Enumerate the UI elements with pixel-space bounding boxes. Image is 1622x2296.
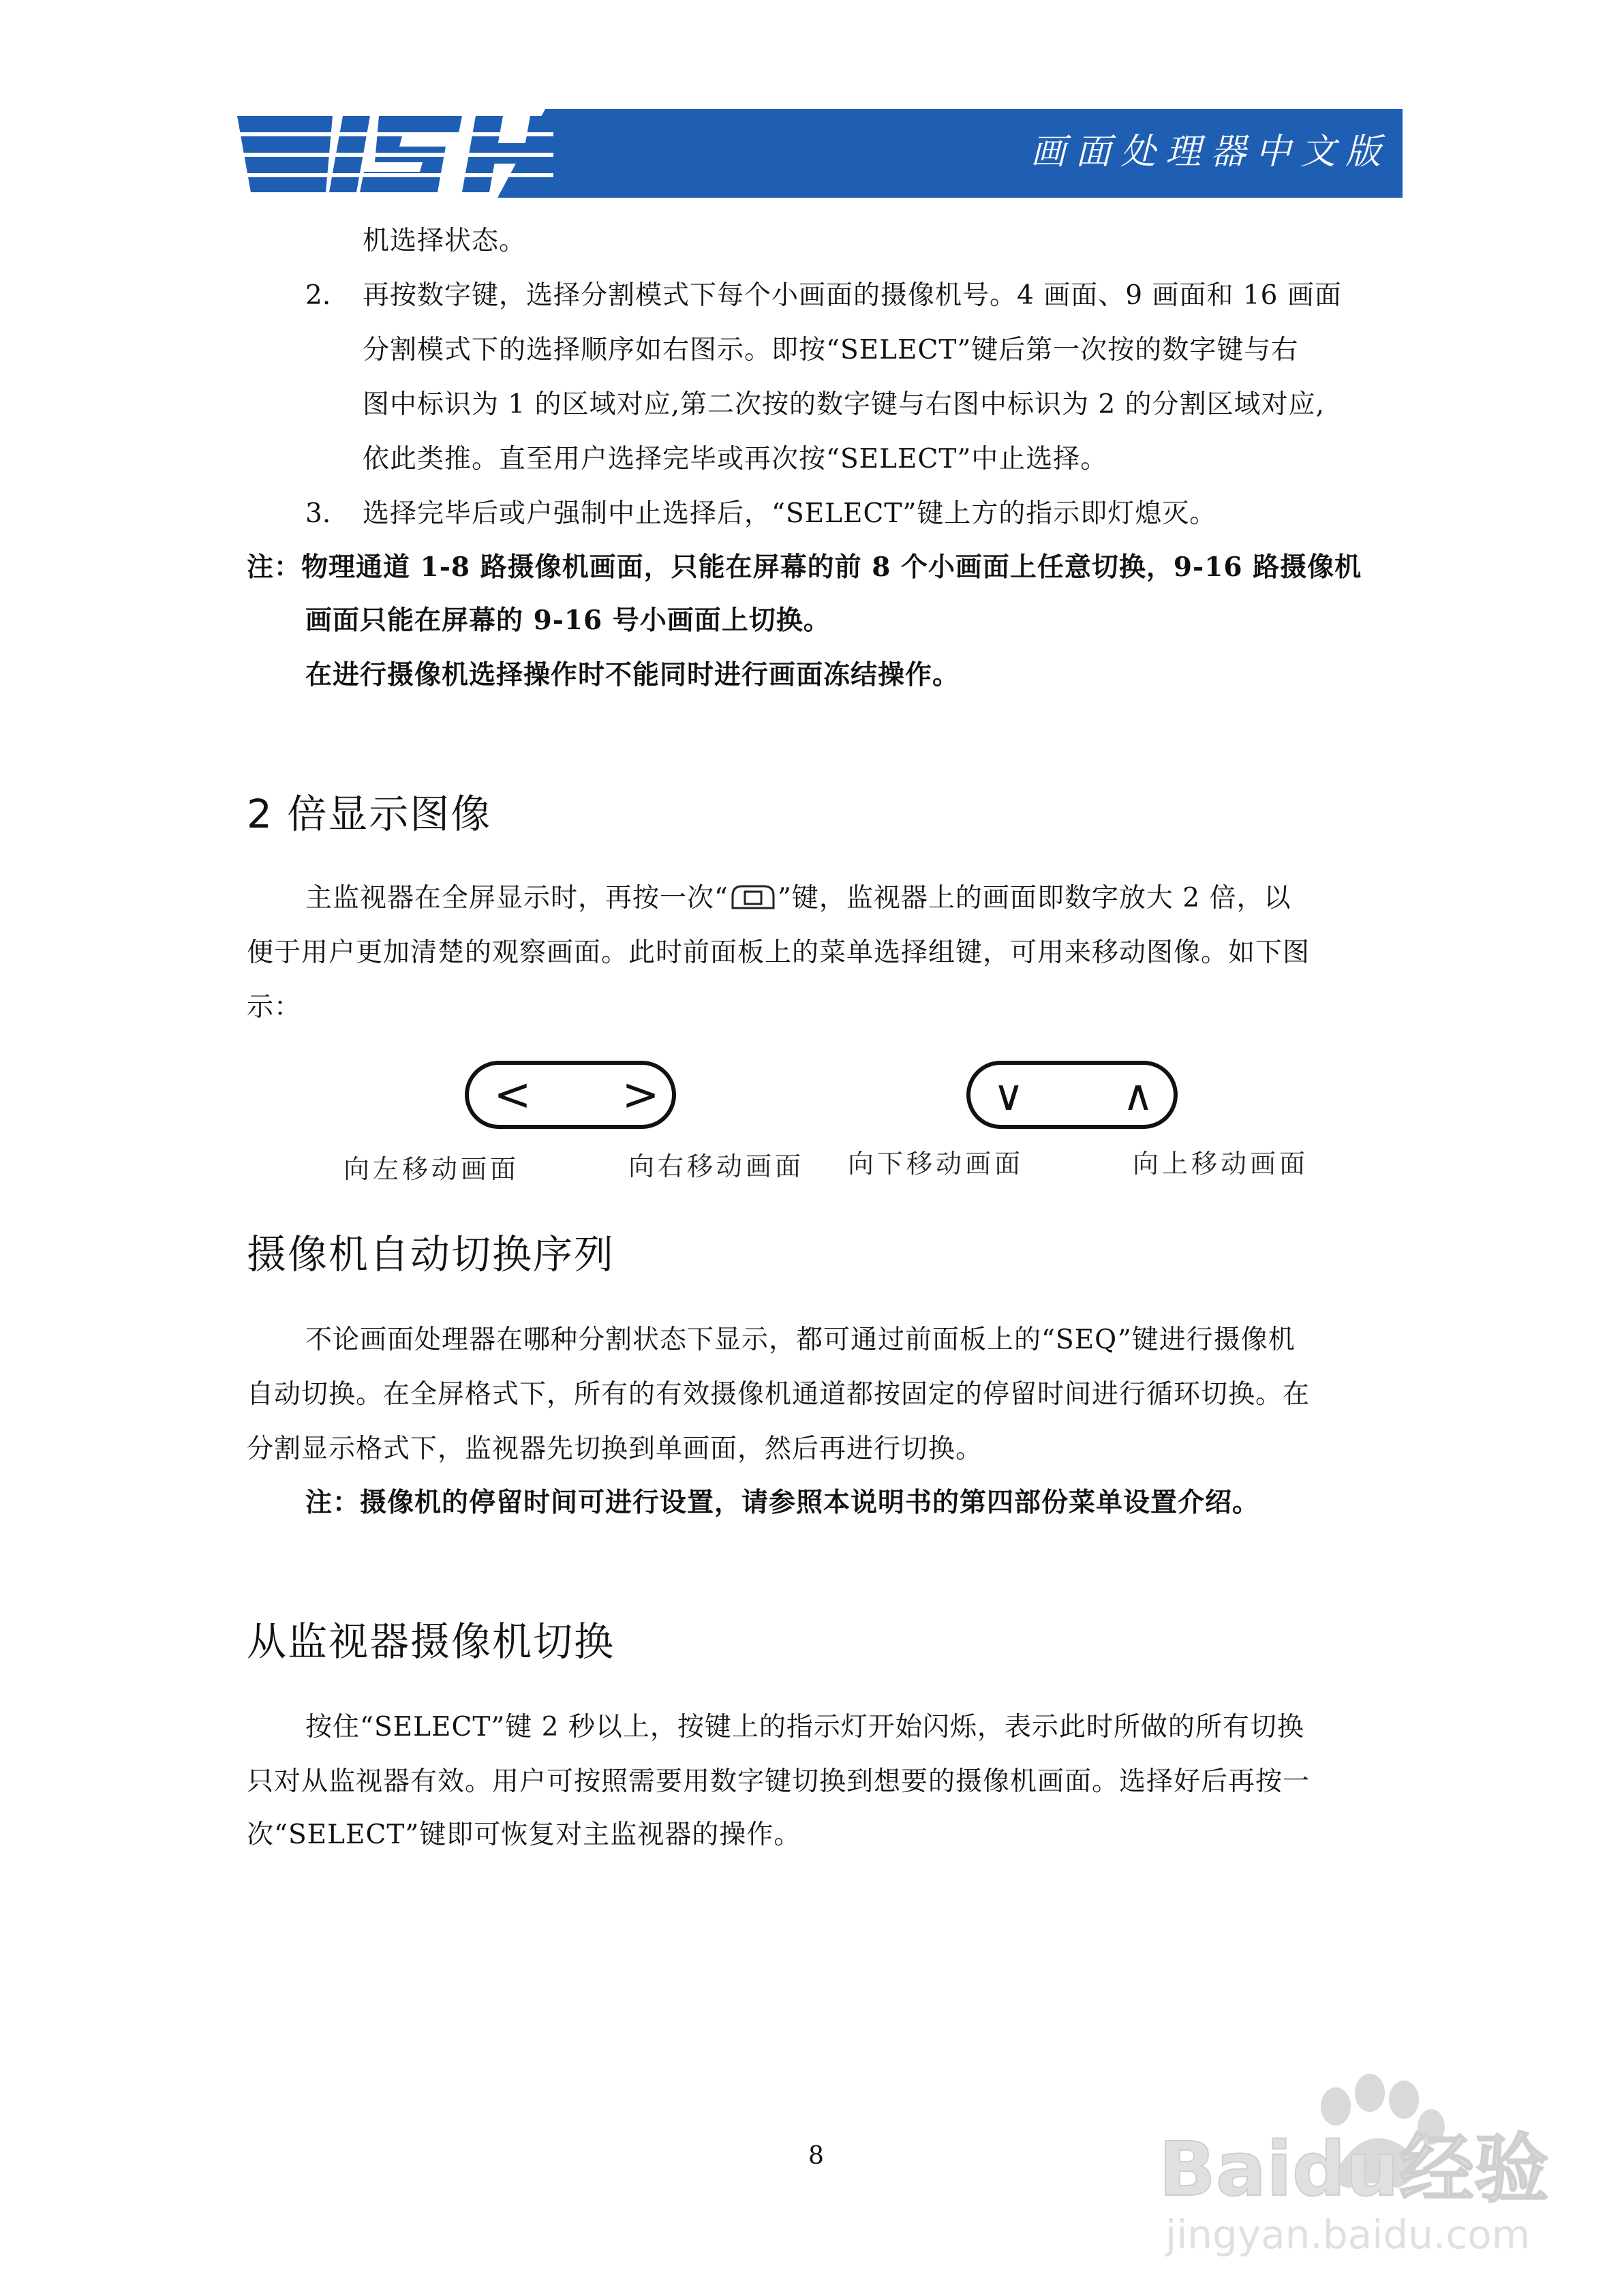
seq-line-1: 不论画面处理器在哪种分割状态下显示，都可通过前面板上的“SEQ”键进行摄像机: [305, 1325, 1296, 1355]
down-arrow-icon: ∨: [993, 1070, 1024, 1120]
logo-text: WISH: [230, 109, 232, 110]
seq-line-2: 自动切换。在全屏格式下，所有的有效摄像机通道都按固定的停留时间进行循环切换。在: [247, 1379, 1311, 1410]
item3-text: 选择完毕后或户强制中止选择后，“SELECT”键上方的指示即灯熄灭。: [363, 498, 1217, 529]
heading-sequence: 摄像机自动切换序列: [247, 1231, 615, 1278]
zoom-para-line-2: 便于用户更加清楚的观察画面。此时前面板上的菜单选择组键，可用来移动图像。如下图: [247, 937, 1311, 968]
item2-line-3: 图中标识为 1 的区域对应,第二次按的数字键与右图中标识为 2 的分割区域对应,: [363, 389, 1326, 420]
left-arrow-icon: <: [493, 1068, 532, 1121]
zoom-para-line-1: [305, 879, 1291, 918]
slave-line-1: 按住“SELECT”键 2 秒以上，按键上的指示灯开始闪烁，表示此时所做的所有切换: [305, 1712, 1304, 1742]
note1-line-2: 画面只能在屏幕的 9-16 号小画面上切换。: [305, 605, 831, 636]
caption-move-left: 向左移动画面: [343, 1154, 520, 1184]
heading-zoom: 2 倍显示图像: [247, 791, 492, 837]
header-title: 画面处理器中文版: [1030, 132, 1390, 172]
right-arrow-icon: >: [622, 1068, 660, 1121]
slave-line-2: 只对从监视器有效。用户可按照需要用数字键切换到想要的摄像机画面。选择好后再按一: [247, 1766, 1311, 1797]
left-right-button[interactable]: [465, 1061, 676, 1129]
seq-note: 注：摄像机的停留时间可进行设置，请参照本说明书的第四部份菜单设置介绍。: [305, 1487, 1260, 1518]
list-number-2: 2.: [305, 280, 331, 311]
down-up-button[interactable]: [966, 1061, 1178, 1129]
slave-line-3: 次“SELECT”键即可恢复对主监视器的操作。: [247, 1819, 801, 1850]
up-arrow-icon: ∧: [1122, 1070, 1154, 1120]
list-number-3: 3.: [305, 498, 331, 529]
item2-line-2: 分割模式下的选择顺序如右图示。即按“SELECT”键后第一次按的数字键与右: [363, 335, 1299, 365]
note1-line-1: 注：物理通道 1-8 路摄像机画面，只能在屏幕的前 8 个小画面上任意切换，9-16 路摄像机: [247, 552, 1362, 583]
continued-line: 机选择状态。: [363, 226, 527, 256]
zoom-para-after-key: ”键，监视器上的画面即数字放大 2 倍，以: [777, 883, 1291, 913]
baidu-watermark: [1145, 2059, 1554, 2263]
zoom-para-line-3: 示：: [247, 992, 302, 1023]
item2-line-4: 依此类推。直至用户选择完毕或再次按“SELECT”中止选择。: [363, 444, 1108, 474]
note1-line-3: 在进行摄像机选择操作时不能同时进行画面冻结操作。: [305, 659, 960, 691]
watermark-brand: Baidu经验: [1159, 2126, 1549, 2213]
page-number: 8: [808, 2142, 824, 2170]
caption-move-up: 向上移动画面: [1133, 1149, 1309, 1179]
item2-line-1: 再按数字键，选择分割模式下每个小画面的摄像机号。4 画面、9 画面和 16 画面: [363, 280, 1342, 311]
caption-move-down: 向下移动画面: [848, 1149, 1024, 1179]
heading-slave-monitor: 从监视器摄像机切换: [247, 1618, 615, 1665]
full-screen-key-icon: [729, 882, 778, 912]
seq-line-3: 分割显示格式下，监视器先切换到单画面，然后再进行切换。: [247, 1434, 983, 1464]
zoom-para-before-key: 主监视器在全屏显示时，再按一次“: [305, 883, 729, 913]
caption-move-right: 向右移动画面: [628, 1151, 805, 1181]
watermark-url: jingyan.baidu.com: [1165, 2211, 1531, 2258]
wish-logo: [230, 109, 553, 199]
